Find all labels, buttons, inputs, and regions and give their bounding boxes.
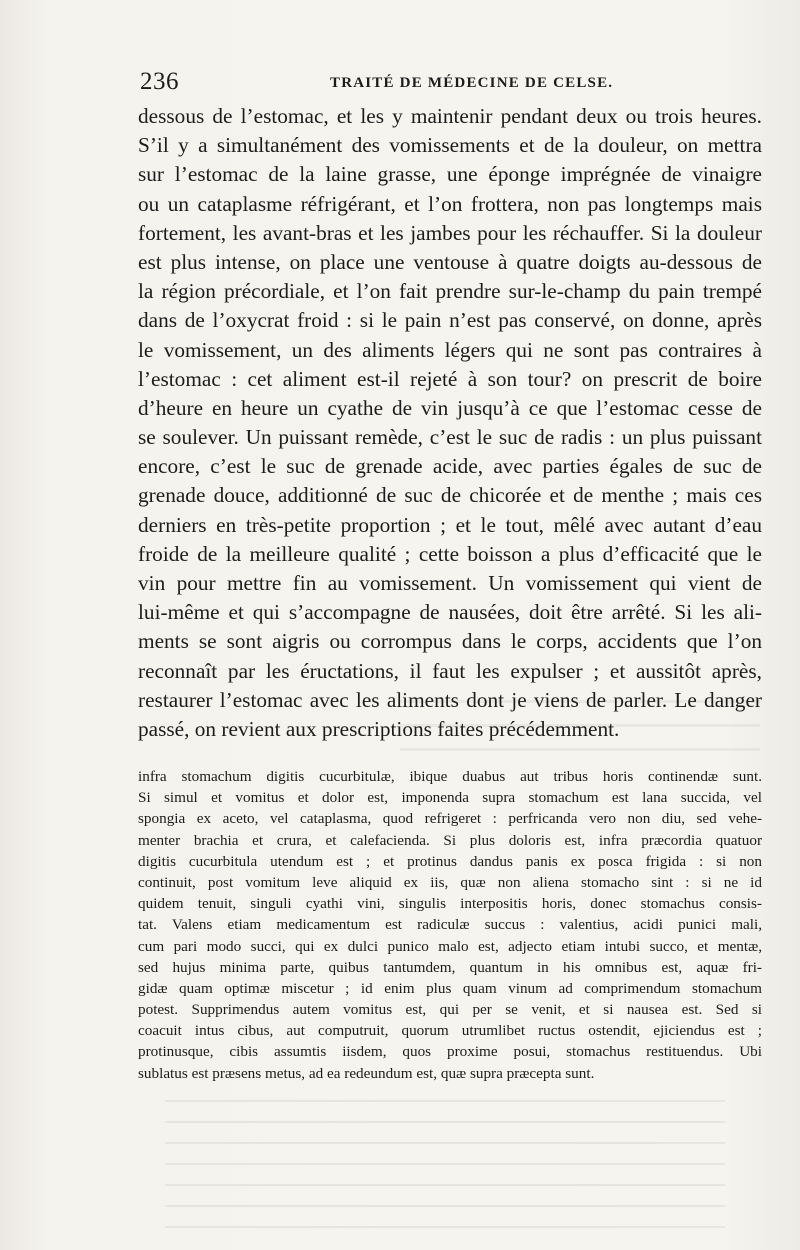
latin-line: infra stomachum digitis cucurbitulæ, ibique duabus aut tribus horis continendæ sunt.	[138, 768, 762, 785]
french-line: encore, c’est le suc de grenade acide, avec parties égales de suc de	[138, 454, 762, 479]
show-through-texture	[165, 1100, 725, 1230]
french-line: dans de l’oxycrat froid : si le pain n’est pas conservé, on donne, après	[138, 308, 762, 333]
french-line: la région précordiale, et l’on fait prendre sur-le-champ du pain trempé	[138, 279, 762, 304]
french-line: l’estomac : cet aliment est-il rejeté à son tour? on prescrit de boire	[138, 366, 762, 391]
french-line: restaurer l’estomac avec les aliments dont je viens de parler. Le danger	[138, 687, 762, 712]
page-number: 236	[140, 68, 179, 95]
french-line: se soulever. Un puissant remède, c’est le suc de radis : un plus puissant	[138, 425, 762, 450]
french-line: sur l’estomac de la laine grasse, une éponge imprégnée de vinaigre	[138, 162, 762, 187]
latin-line: potest. Supprimendus autem vomitus est, qui per se venit, et si nausea est. Sed si	[138, 1001, 762, 1019]
french-translation	[138, 102, 762, 744]
french-line: fortement, les avant-bras et les jambes pour les réchauffer. Si la douleur	[138, 220, 762, 245]
latin-line: coacuit intus cibus, aut computruit, quorum utrumlibet ructus ostendit, ejiciendus est ;	[138, 1022, 762, 1040]
latin-line: cum pari modo succi, qui ex dulci punico malo est, adjecto etiam intubi succo, et mentæ,	[138, 937, 762, 955]
latin-line: tat. Valens etiam medicamentum est radiculæ succus : valentius, acidi punici mali,	[138, 916, 762, 934]
french-line: reconnaît par les éructations, il faut les expulser ; et aussitôt après,	[138, 658, 762, 683]
latin-line: digitis cucurbitula utendum est ; et protinus dandus panis ex posca frigida : si non	[138, 852, 762, 870]
french-line: froide de la meilleure qualité ; cette boisson a plus d’efficacité que le	[138, 541, 762, 566]
french-line: derniers en très-petite proportion ; et le tout, mêlé avec autant d’eau	[138, 512, 762, 537]
latin-line: menter brachia et crura, et calefacienda. Si plus doloris est, infra præcordia quatuor	[138, 831, 762, 849]
latin-line: spongia ex aceto, vel cataplasma, quod refrigeret : perfricanda vero non diu, sed vehe-	[138, 810, 762, 828]
page-header	[140, 68, 750, 98]
latin-line: quidem tenuit, singuli cyathi vini, singulis interpositis horis, donec stomachus consis-	[138, 895, 762, 913]
french-line: dessous de l’estomac, et les y maintenir pendant deux ou trois heures.	[138, 104, 762, 128]
latin-line: sublatus est præsens metus, ad ea redeundum est, quæ supra præcepta sunt.	[138, 1064, 595, 1082]
french-line: ments se sont aigris ou corrompus dans le corps, accidents que l’on	[138, 629, 762, 654]
latin-line: continuit, post vomitum leve aliquid ex iis, quæ non aliena stomacho sint : si ne id	[138, 873, 762, 891]
french-line: vin pour mettre fin au vomissement. Un vomissement qui vient de	[138, 571, 762, 595]
french-line: d’heure en heure un cyathe de vin jusqu’à ce que l’estomac cesse de	[138, 395, 762, 420]
latin-original	[138, 766, 762, 1084]
latin-line: sed hujus minima parte, quibus tantumdem, quantum in his omnibus est, aquæ fri-	[138, 958, 762, 976]
french-line: S’il y a simultanément des vomissements et de la douleur, on mettra	[138, 133, 762, 158]
latin-line: protinusque, cibis assumtis iisdem, quos proxime posui, stomachus restituendus. Ubi	[138, 1043, 762, 1061]
french-line: passé, on revient aux prescriptions faites précédemment.	[138, 716, 620, 741]
french-line: grenade douce, additionné de suc de chicorée et de menthe ; mais ces	[138, 483, 762, 508]
french-line: le vomissement, un des aliments légers qui ne sont pas contraires à	[138, 337, 762, 362]
french-line: lui-même et qui s’accompagne de nausées, doit être arrêté. Si les ali-	[138, 600, 762, 625]
latin-line: gidæ quam optimæ miscetur ; id enim plus quam vinum ad comprimendum stomachum	[138, 979, 762, 997]
running-title: TRAITÉ DE MÉDECINE DE CELSE.	[330, 75, 614, 91]
french-line: est plus intense, on place une ventouse à quatre doigts au-dessous de	[138, 249, 762, 274]
latin-line: Si simul et vomitus et dolor est, imponenda supra stomachum est lana succida, vel	[138, 789, 762, 807]
french-line: ou un cataplasme réfrigérant, et l’on frottera, non pas longtemps mais	[138, 191, 762, 216]
